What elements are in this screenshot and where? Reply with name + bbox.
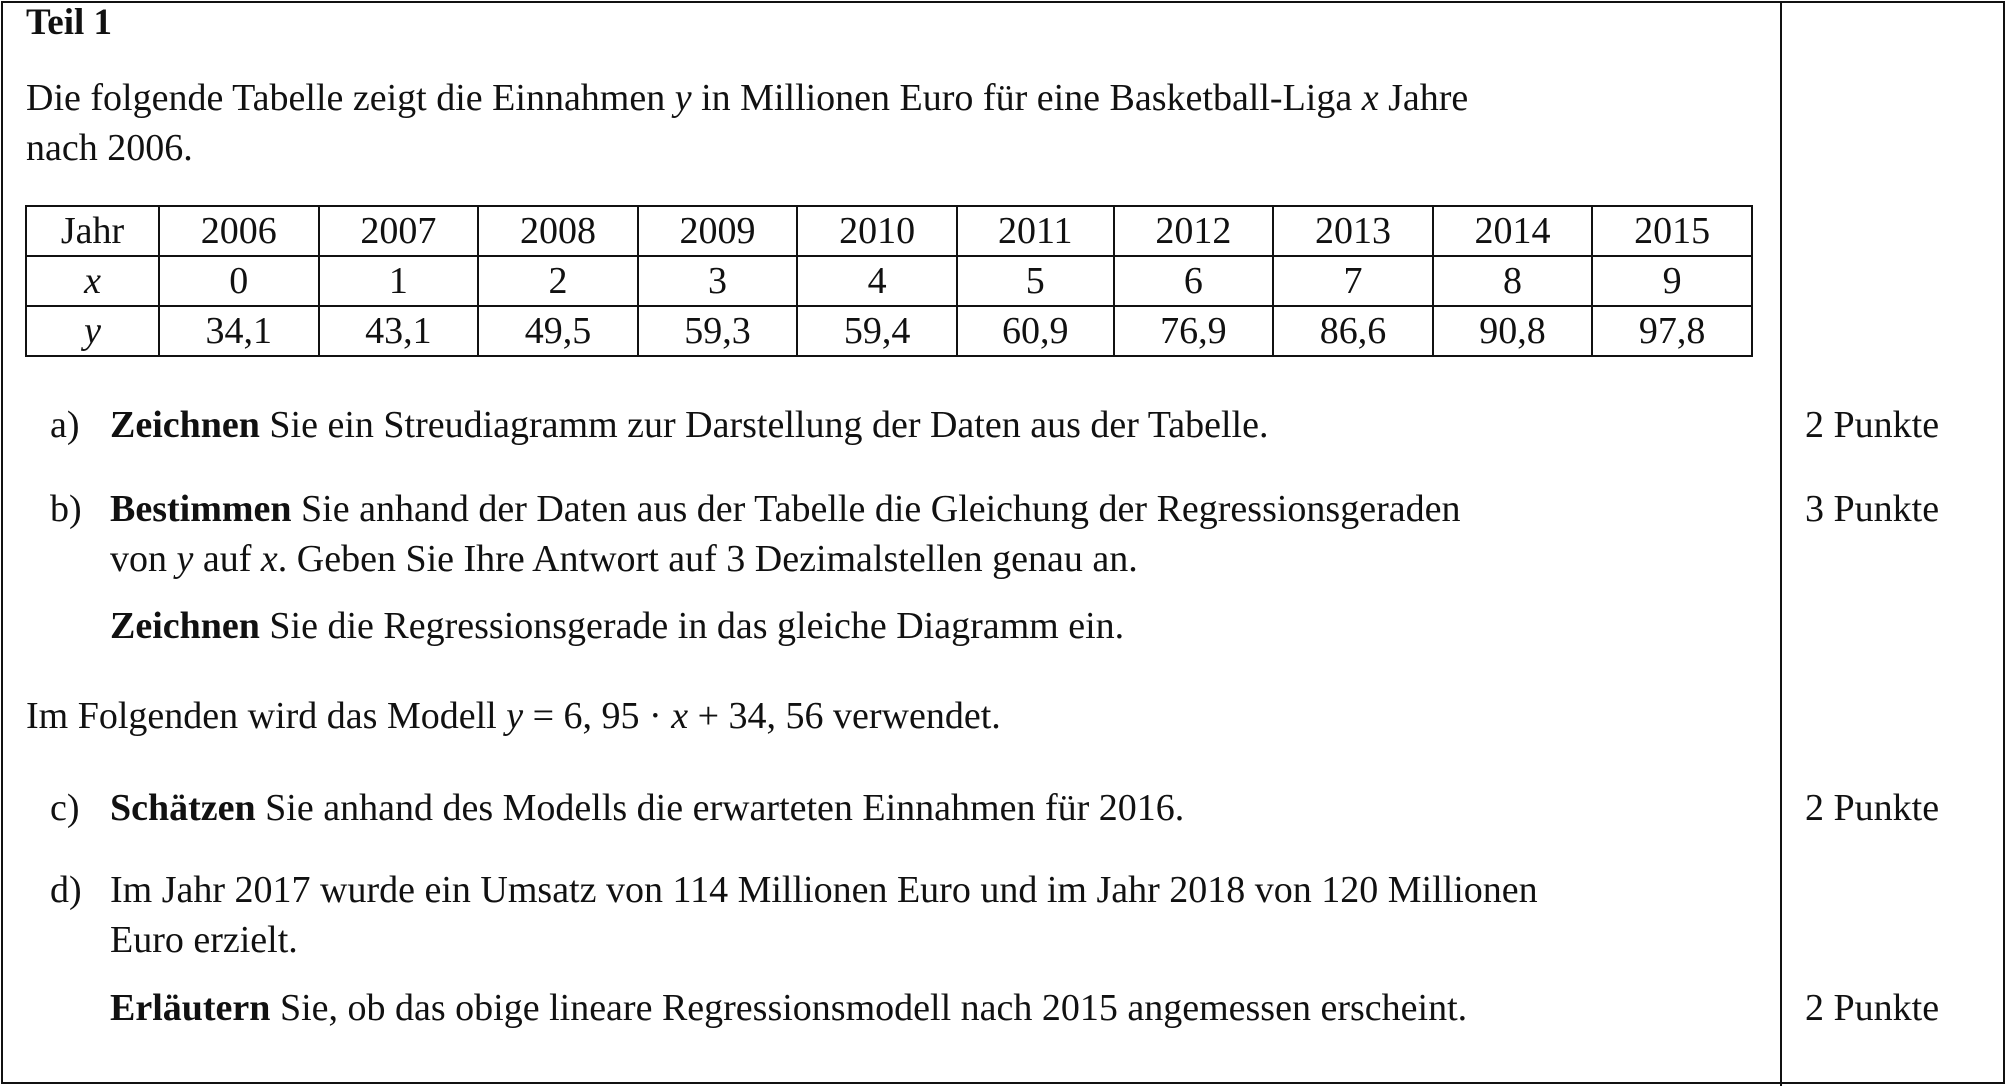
- table-row-x: [26, 256, 1752, 306]
- table-cell: 86,6: [1273, 306, 1433, 356]
- task-b-label: b): [50, 488, 82, 530]
- table-cell: 5: [957, 256, 1114, 306]
- row-label-year: Jahr: [26, 206, 159, 256]
- task-b-line-1: Bestimmen Sie anhand der Daten aus der Tabelle die Gleichung der Regressionsgeraden: [110, 488, 1461, 530]
- task-c-text: Schätzen Sie anhand des Modells die erwarteten Einnahmen für 2016.: [110, 787, 1185, 829]
- table-cell: 6: [1114, 256, 1274, 306]
- task-b-points: 3 Punkte: [1805, 488, 1940, 530]
- row-label-x: x: [26, 256, 159, 306]
- table-cell: 34,1: [159, 306, 319, 356]
- table-row-year: [26, 206, 1752, 256]
- table-cell: 76,9: [1114, 306, 1274, 356]
- task-c-points: 2 Punkte: [1805, 787, 1940, 829]
- points-column-divider: [1780, 3, 1782, 1086]
- table-row-y: [26, 306, 1752, 356]
- table-cell: 43,1: [319, 306, 479, 356]
- task-d-points: 2 Punkte: [1805, 987, 1940, 1029]
- table-cell: 8: [1433, 256, 1593, 306]
- table-cell: 49,5: [478, 306, 638, 356]
- table-cell: 2012: [1114, 206, 1274, 256]
- task-d-line-1: Im Jahr 2017 wurde ein Umsatz von 114 Millionen Euro und im Jahr 2018 von 120 Millionen: [110, 869, 1538, 911]
- table-cell: 2010: [797, 206, 957, 256]
- table-cell: 97,8: [1592, 306, 1752, 356]
- table-cell: 59,3: [638, 306, 798, 356]
- table-cell: 2015: [1592, 206, 1752, 256]
- task-a-text: Zeichnen Sie ein Streudiagramm zur Darstellung der Daten aus der Tabelle.: [110, 404, 1269, 446]
- table-cell: 4: [797, 256, 957, 306]
- table-cell: 7: [1273, 256, 1433, 306]
- table-cell: 2013: [1273, 206, 1433, 256]
- data-table: [25, 205, 1753, 357]
- model-statement: Im Folgenden wird das Modell y = 6, 95 · x + 34, 56 verwendet.: [26, 695, 1001, 737]
- table-cell: 2014: [1433, 206, 1593, 256]
- table-cell: 2008: [478, 206, 638, 256]
- table-cell: 90,8: [1433, 306, 1593, 356]
- table-cell: 3: [638, 256, 798, 306]
- table-cell: 1: [319, 256, 479, 306]
- intro-line-1: Die folgende Tabelle zeigt die Einnahmen y in Millionen Euro für eine Basketball-Liga x Jahre: [26, 77, 1469, 119]
- task-c-label: c): [50, 787, 80, 829]
- table-cell: 59,4: [797, 306, 957, 356]
- table-cell: 0: [159, 256, 319, 306]
- intro-line-2: nach 2006.: [26, 127, 193, 169]
- task-d-label: d): [50, 869, 82, 911]
- task-a-label: a): [50, 404, 80, 446]
- task-b-line-2: von y auf x. Geben Sie Ihre Antwort auf 3 Dezimalstellen genau an.: [110, 538, 1138, 580]
- table-cell: 2: [478, 256, 638, 306]
- table-cell: 60,9: [957, 306, 1114, 356]
- table-cell: 2006: [159, 206, 319, 256]
- table-cell: 2009: [638, 206, 798, 256]
- table-cell: 2011: [957, 206, 1114, 256]
- task-b-line-3: Zeichnen Sie die Regressionsgerade in das gleiche Diagramm ein.: [110, 605, 1125, 647]
- task-a-points: 2 Punkte: [1805, 404, 1940, 446]
- table-cell: 9: [1592, 256, 1752, 306]
- row-label-y: y: [26, 306, 159, 356]
- section-title: Teil 1: [26, 2, 113, 43]
- table-cell: 2007: [319, 206, 479, 256]
- task-d-line-2: Euro erzielt.: [110, 919, 298, 961]
- task-d-line-3: Erläutern Sie, ob das obige lineare Regressionsmodell nach 2015 angemessen erscheint.: [110, 987, 1468, 1029]
